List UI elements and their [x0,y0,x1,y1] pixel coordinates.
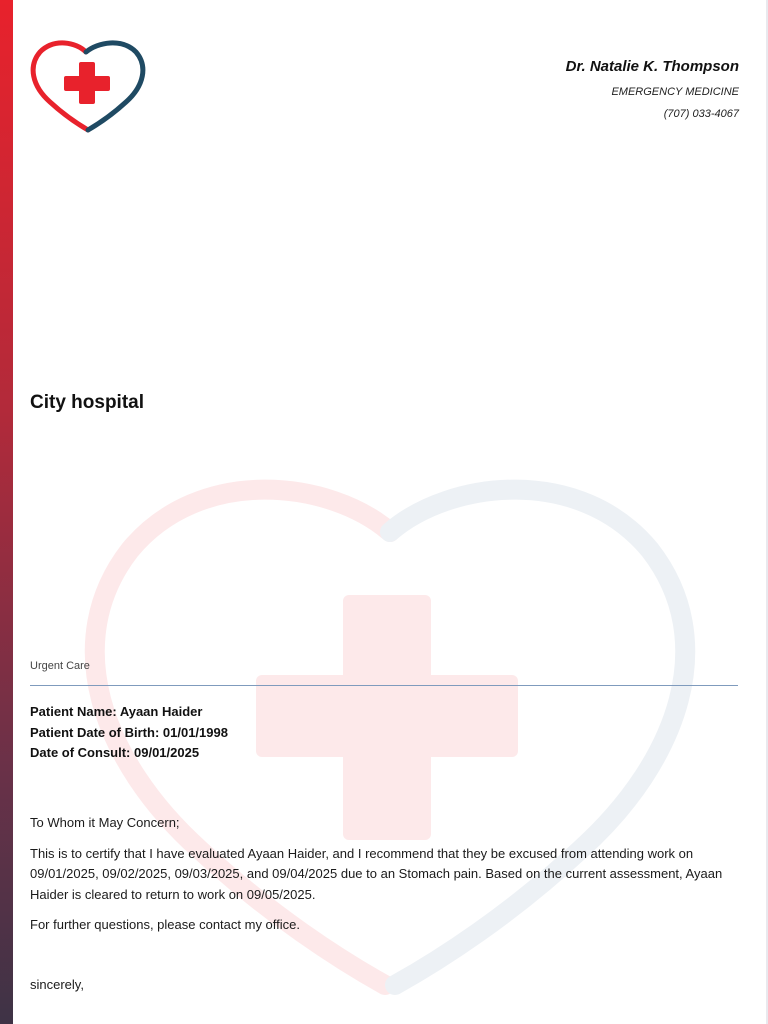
letter-contact: For further questions, please contact my office. [30,917,301,932]
left-accent-bar [0,0,13,1024]
hospital-name: City hospital [30,392,145,413]
letter-body [30,813,730,946]
heart-cross-logo-icon [28,38,150,134]
doctor-name: Dr. Natalie K. Thompson [565,58,739,75]
doctor-header [379,58,739,122]
consult-date: Date of Consult: 09/01/2025 [30,745,200,760]
patient-dob: Patient Date of Birth: 01/01/1998 [30,724,228,740]
letter-salutation: To Whom it May Concern; [30,815,180,830]
letter-paragraph: This is to certify that I have evaluated Ayaan Haider, and I recommend that they be excused from attending work on 09/01/2025, 09/02/2025, 09/03/2025, and 09/04/2025 due to an Stomach pain. Based on the current assessment, Ayaan Haider is cleared to return to work on 09/05/2025. [30,845,723,902]
letter-closing: sincerely, [30,977,84,992]
section-divider [30,685,738,686]
patient-name: Patient Name: Ayaan Haider [30,704,203,719]
patient-info [30,702,228,764]
doctor-specialty: EMERGENCY MEDICINE [611,86,739,98]
department-label: Urgent Care [30,660,90,672]
doctor-phone: (707) 033-4067 [663,108,739,120]
